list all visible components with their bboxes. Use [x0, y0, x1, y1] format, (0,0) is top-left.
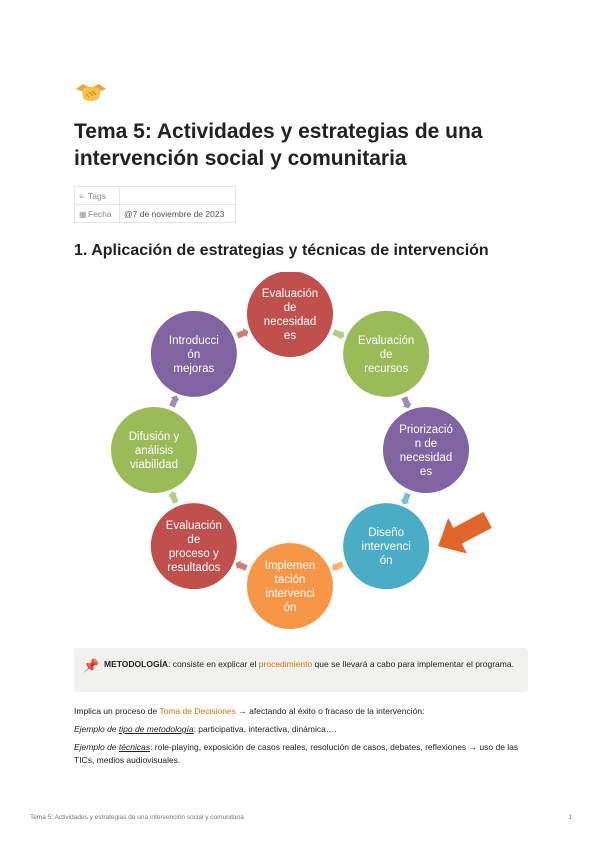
- cycle-node-label: ón: [379, 555, 393, 568]
- p2-text-b: : participativa, interactiva, dinámica….: [193, 724, 337, 734]
- title-line-2: intervención social y comunitaria: [74, 147, 407, 170]
- cycle-node-label: necesidad: [263, 316, 317, 328]
- cycle-node-label: de: [379, 348, 393, 361]
- pointer-arrow-icon: [429, 502, 497, 564]
- cycle-node-label: recursos: [364, 362, 409, 375]
- callout-text: [104, 657, 514, 671]
- cycle-node-label: Evaluación: [165, 520, 222, 533]
- paragraph-methodology-example: [74, 723, 534, 736]
- cycle-node-label: Priorizació: [399, 424, 453, 436]
- cycle-node-label: viabilidad: [130, 459, 178, 471]
- cycle-node-label: análisis: [134, 445, 174, 457]
- cycle-node-label: resultados: [167, 562, 221, 575]
- cycle-node-label: es: [419, 466, 433, 478]
- methodology-callout: [74, 648, 528, 692]
- page-number: 1: [568, 814, 572, 821]
- cycle-node-label: n de: [414, 438, 438, 450]
- cycle-node-label: Implemen: [264, 560, 316, 572]
- cycle-node-label: necesidad: [399, 452, 453, 464]
- cycle-node-label: Difusión y: [128, 431, 180, 443]
- list-icon: ≡: [79, 191, 84, 201]
- cycle-node-label: de: [283, 302, 297, 314]
- cycle-node-circle: [382, 406, 470, 494]
- p2-text-a: Ejemplo de: [74, 724, 119, 734]
- callout-lead: METODOLOGÍA: [104, 659, 169, 669]
- pushpin-icon: 📌: [83, 658, 100, 673]
- cycle-node-label: es: [283, 330, 297, 342]
- properties-table: [74, 186, 236, 223]
- p1-text-b: → afectando al éxito o fracaso de la intervención:: [235, 706, 425, 716]
- cycle-node-label: intervenci: [361, 541, 411, 554]
- cycle-node-label: proceso y: [168, 548, 219, 561]
- property-row-fecha: [75, 205, 236, 223]
- p2-underline: tipo de metodología: [118, 724, 194, 734]
- property-key-fecha: [75, 205, 120, 223]
- cycle-node-label: Evaluación: [261, 288, 319, 300]
- p1-text-a: Implica un proceso de: [74, 706, 160, 716]
- page-title: [74, 118, 544, 172]
- p3-text-b: : role-playing, exposición de casos reales, resolución de casos, debates, reflexiones → uso de las TICs, medios audiovisuales.: [74, 742, 519, 765]
- cycle-diagram: [100, 272, 500, 632]
- property-value-fecha[interactable]: @7 de noviembre de 2023: [120, 205, 236, 223]
- cycle-node-label: mejoras: [173, 362, 215, 375]
- p3-text-a: Ejemplo de: [74, 742, 119, 752]
- calendar-icon: ▦: [79, 209, 87, 219]
- handshake-icon: [74, 80, 108, 106]
- property-value-tags[interactable]: [120, 187, 236, 205]
- cycle-node-label: ón: [283, 602, 297, 614]
- property-key-tags: [75, 187, 120, 205]
- cycle-node-label: Introducci: [168, 334, 219, 347]
- title-line-1: Tema 5: Actividades y estrategias de una: [74, 120, 483, 143]
- property-label: Fecha: [88, 208, 112, 219]
- cycle-node-circle: [246, 542, 334, 630]
- cycle-node-label: tación: [274, 574, 306, 586]
- page-footer: Tema 5: Actividades y estrategias de una intervención social y comunitaria: [30, 814, 244, 821]
- property-row-tags: [75, 187, 236, 205]
- p1-highlight: Toma de Decisiones: [159, 706, 236, 716]
- cycle-node-circle: [246, 272, 334, 358]
- property-label: Tags: [88, 190, 106, 201]
- section-heading: 1. Aplicación de estrategias y técnicas de intervención: [74, 242, 489, 259]
- cycle-node-label: Evaluación: [358, 334, 415, 347]
- callout-text-2: que se llevará a cabo para implementar el programa.: [312, 659, 514, 669]
- cycle-node-label: ón: [187, 348, 201, 361]
- callout-highlight: procedimiento: [258, 659, 313, 669]
- cycle-node-label: intervenci: [265, 588, 315, 600]
- paragraph-techniques-example: [74, 741, 534, 767]
- cycle-node-label: de: [187, 534, 201, 547]
- cycle-node-label: Diseño: [368, 527, 405, 540]
- paragraph-decisions: [74, 705, 534, 718]
- callout-text-1: : consiste en explicar el: [168, 659, 259, 669]
- p3-underline: técnicas: [118, 742, 151, 752]
